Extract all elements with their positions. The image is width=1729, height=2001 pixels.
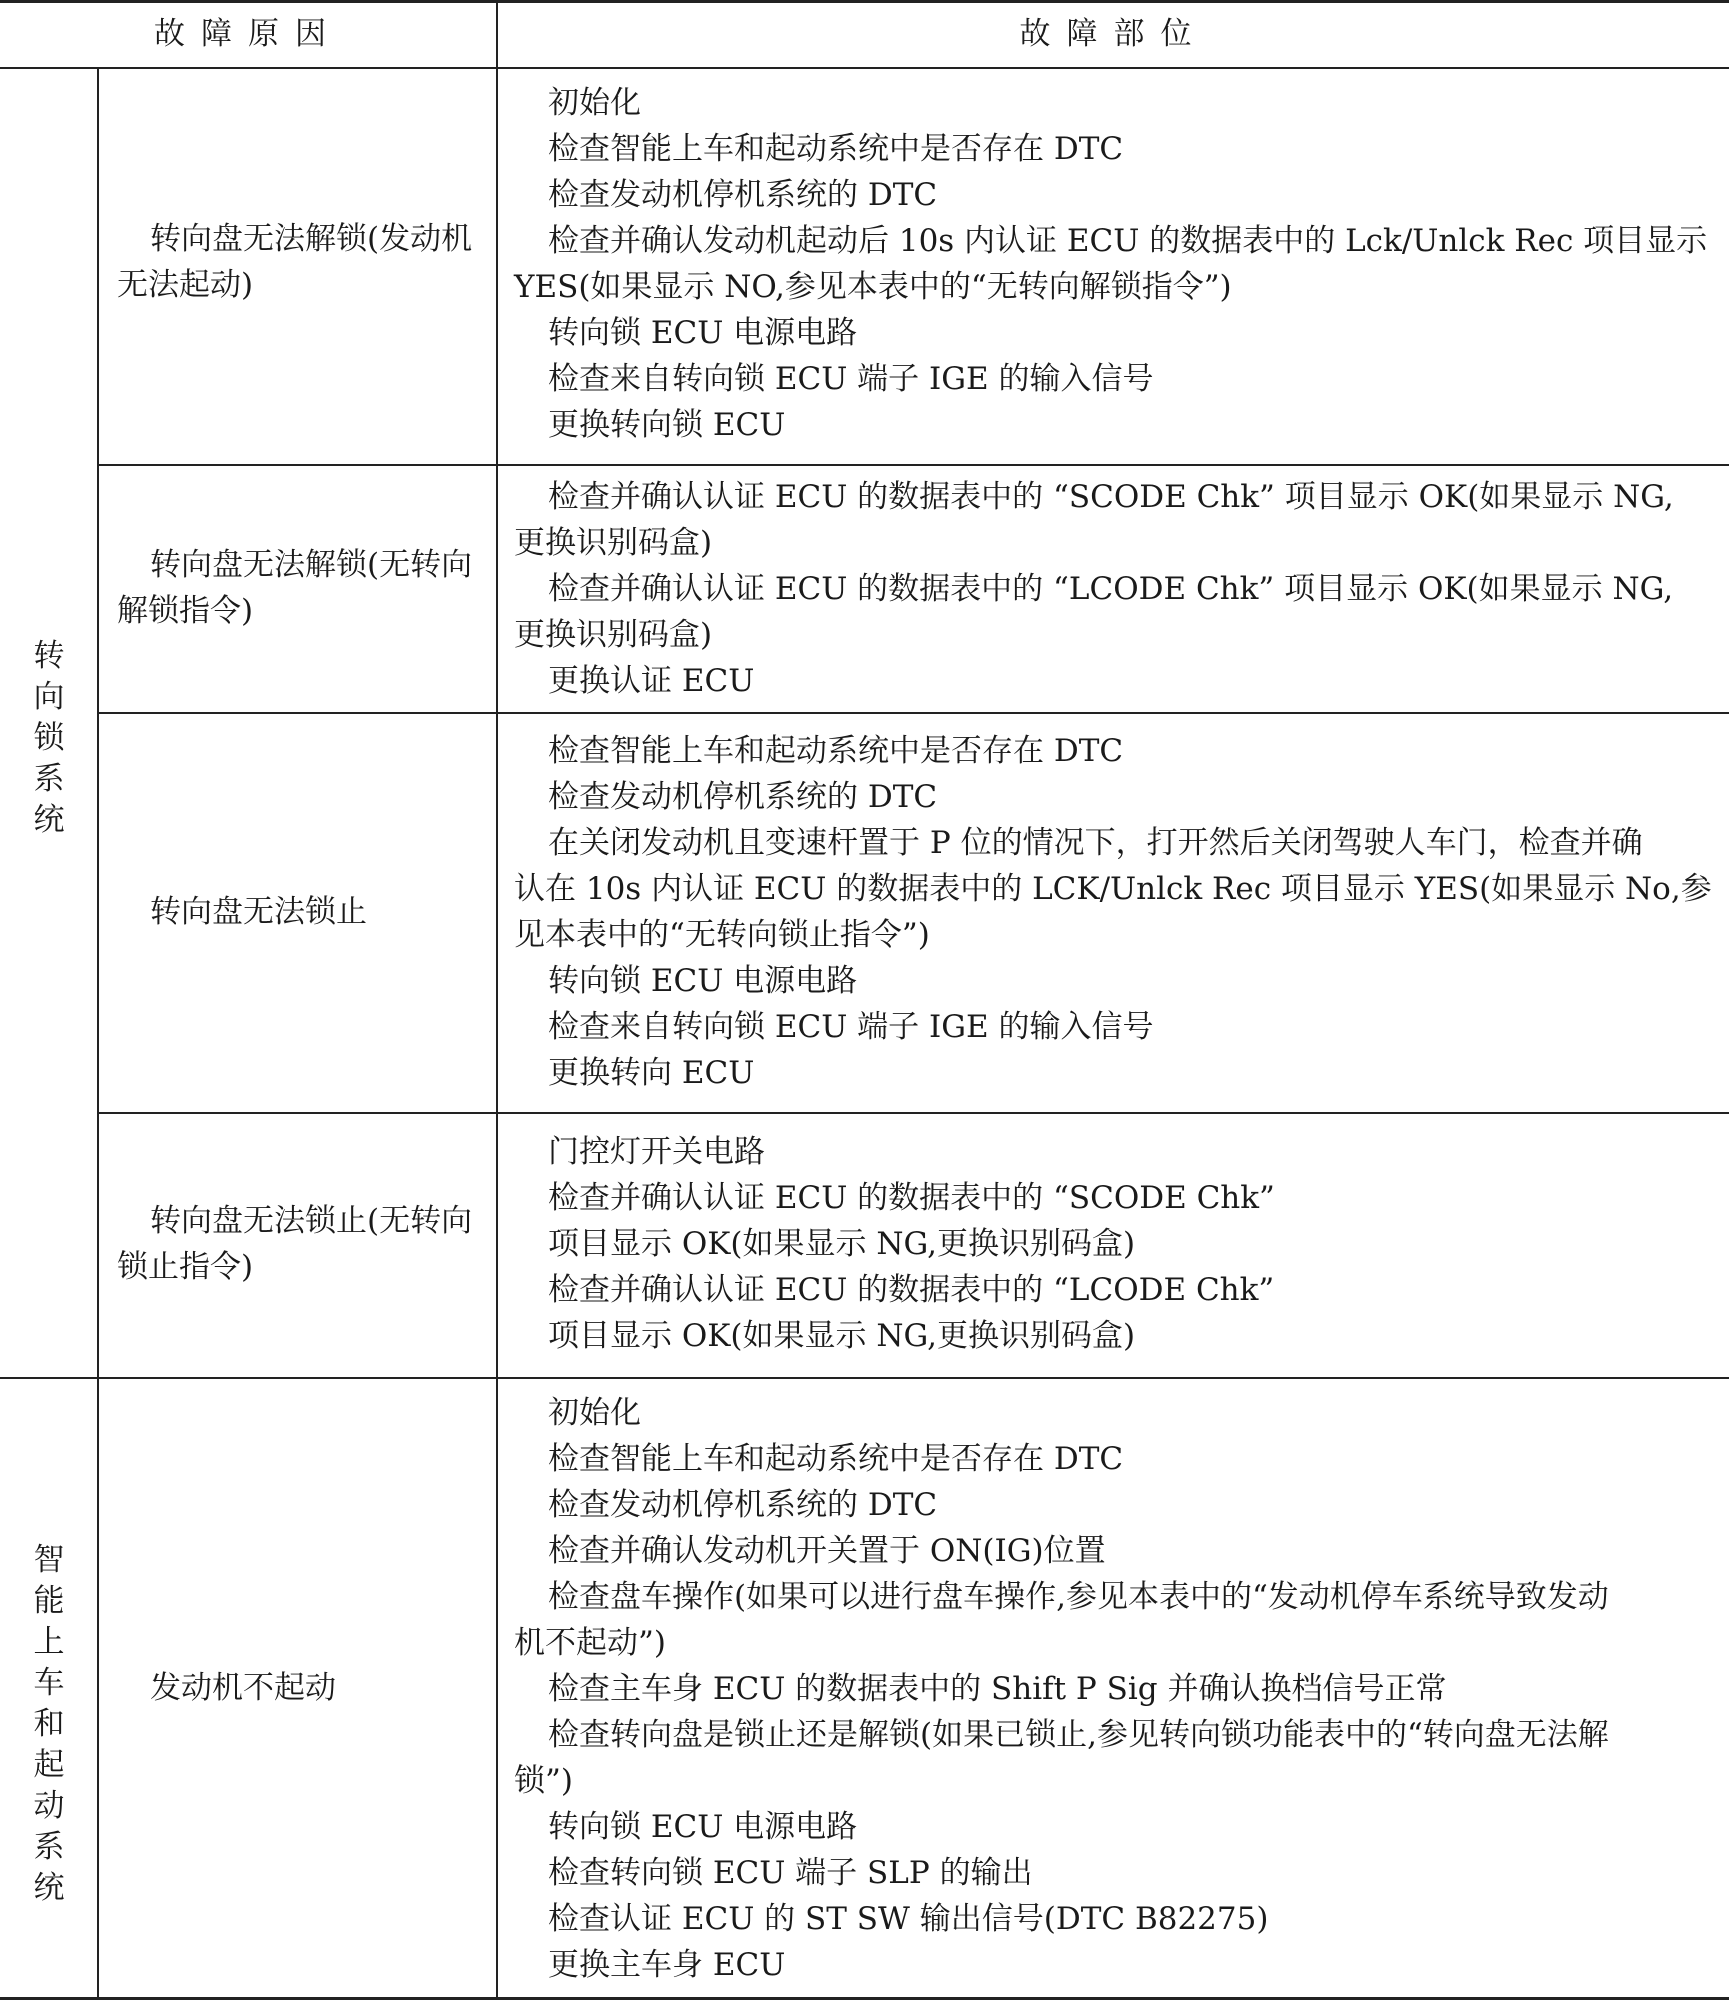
location-line: 机不起动”)	[514, 1625, 666, 1661]
location-line: 检查转向锁 ECU 端子 SLP 的输出	[548, 1855, 1033, 1891]
system-label-steering-lock: 转向锁系统	[33, 638, 65, 838]
location-line: 更换识别码盒)	[514, 525, 713, 561]
table-top-rule	[0, 0, 1729, 3]
location-line: 检查并确认认证 ECU 的数据表中的 “SCODE Chk”	[548, 1180, 1275, 1216]
location-line: 检查发动机停机系统的 DTC	[548, 1487, 938, 1523]
location-line: 检查并确认认证 ECU 的数据表中的 “LCODE Chk” 项目显示 OK(如果显示 NG,	[548, 571, 1674, 607]
cause-cell: 转向盘无法锁止	[150, 894, 367, 930]
location-line: 检查并确认发动机起动后 10s 内认证 ECU 的数据表中的 Lck/Unlck Rec 项目显示	[548, 223, 1708, 259]
location-line: 检查发动机停机系统的 DTC	[548, 779, 938, 815]
location-line: 见本表中的“无转向锁止指令”)	[514, 917, 930, 953]
header-bottom-rule	[0, 67, 1729, 69]
system-label-smart-entry: 智能上车和起动系统	[33, 1542, 65, 1906]
location-line: 检查并确认认证 ECU 的数据表中的 “SCODE Chk” 项目显示 OK(如果显示 NG,	[548, 479, 1674, 515]
location-line: 更换主车身 ECU	[548, 1947, 786, 1983]
row-divider	[98, 1112, 1729, 1114]
location-column-divider	[496, 0, 498, 1999]
table-bottom-rule	[0, 1997, 1729, 2000]
location-line: 初始化	[548, 1395, 641, 1431]
location-line: 认在 10s 内认证 ECU 的数据表中的 LCK/Unlck Rec 项目显示 YES(如果显示 No,参	[514, 871, 1712, 907]
location-line: 项目显示 OK(如果显示 NG,更换识别码盒)	[548, 1318, 1136, 1354]
location-cell	[514, 1129, 1714, 1359]
location-line: 转向锁 ECU 电源电路	[548, 315, 858, 351]
location-line: 检查发动机停机系统的 DTC	[548, 177, 938, 213]
location-cell	[514, 474, 1714, 704]
cause-cell: 转向盘无法解锁(无转向解锁指令)	[117, 547, 473, 629]
location-line: 检查来自转向锁 ECU 端子 IGE 的输入信号	[548, 361, 1154, 397]
location-line: 更换转向 ECU	[548, 1055, 755, 1091]
location-line: 更换认证 ECU	[548, 663, 755, 699]
group-divider	[0, 1377, 1729, 1379]
location-line: 锁”)	[514, 1763, 573, 1799]
location-line: 初始化	[548, 85, 641, 121]
location-line: 更换转向锁 ECU	[548, 407, 786, 443]
location-line: 检查认证 ECU 的 ST SW 输出信号(DTC B82275)	[548, 1901, 1269, 1937]
location-line: 更换识别码盒)	[514, 617, 713, 653]
location-line: 转向锁 ECU 电源电路	[548, 1809, 858, 1845]
location-line: 检查智能上车和起动系统中是否存在 DTC	[548, 131, 1124, 167]
location-line: 检查来自转向锁 ECU 端子 IGE 的输入信号	[548, 1009, 1154, 1045]
location-line: 在关闭发动机且变速杆置于 P 位的情况下，打开然后关闭驾驶人车门，检查并确	[548, 825, 1643, 861]
row-divider	[98, 712, 1729, 714]
location-line: 门控灯开关电路	[548, 1134, 765, 1170]
system-column-divider	[97, 67, 99, 1999]
location-cell	[514, 1390, 1714, 1988]
location-line: 检查智能上车和起动系统中是否存在 DTC	[548, 1441, 1124, 1477]
location-line: 项目显示 OK(如果显示 NG,更换识别码盒)	[548, 1226, 1136, 1262]
location-line: 检查智能上车和起动系统中是否存在 DTC	[548, 733, 1124, 769]
cause-cell: 转向盘无法锁止(无转向锁止指令)	[117, 1203, 473, 1285]
location-line: 检查并确认发动机开关置于 ON(IG)位置	[548, 1533, 1106, 1569]
location-line: 检查主车身 ECU 的数据表中的 Shift P Sig 并确认换档信号正常	[548, 1671, 1447, 1707]
location-cell	[514, 728, 1714, 1096]
header-location: 故障部位	[1019, 16, 1208, 52]
cause-cell: 转向盘无法解锁(发动机无法起动)	[117, 221, 473, 303]
location-line: 检查转向盘是锁止还是解锁(如果已锁止,参见转向锁功能表中的“转向盘无法解	[548, 1717, 1609, 1753]
cause-cell: 发动机不起动	[150, 1670, 336, 1706]
row-divider	[98, 464, 1729, 466]
location-cell	[514, 80, 1714, 448]
location-line: 转向锁 ECU 电源电路	[548, 963, 858, 999]
header-cause: 故障原因	[154, 16, 342, 52]
location-line: 检查并确认认证 ECU 的数据表中的 “LCODE Chk”	[548, 1272, 1275, 1308]
location-line: 检查盘车操作(如果可以进行盘车操作,参见本表中的“发动机停车系统导致发动	[548, 1579, 1609, 1615]
location-line: YES(如果显示 NO,参见本表中的“无转向解锁指令”)	[514, 269, 1232, 305]
